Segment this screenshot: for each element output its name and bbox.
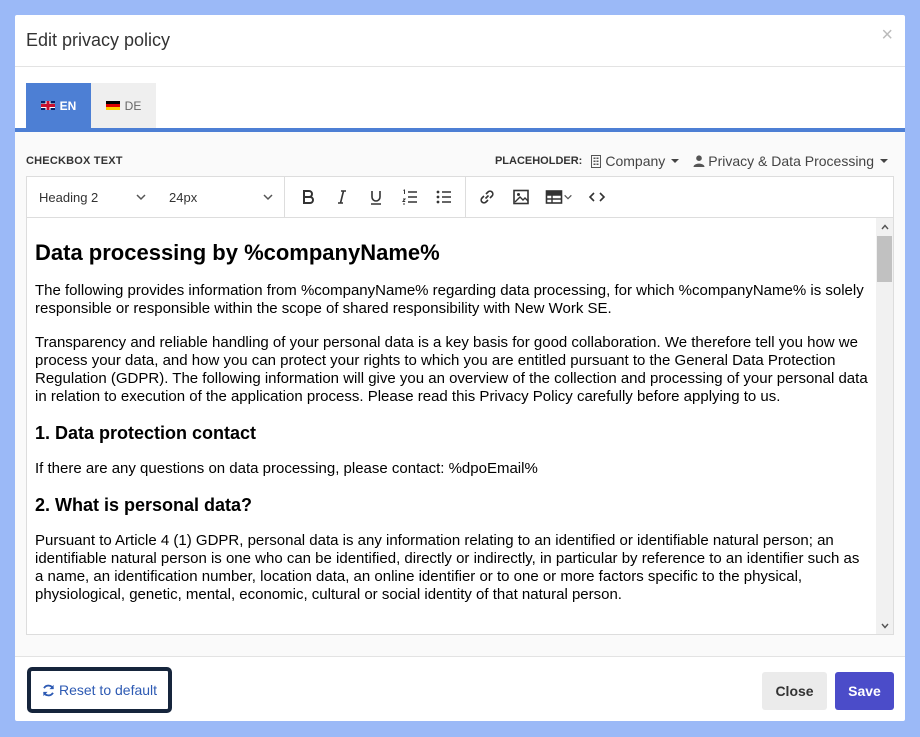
ordered-list-icon [401,188,419,206]
toolbar-divider [465,177,466,217]
refresh-icon [42,684,55,697]
user-icon [693,155,705,167]
bullet-list-button[interactable] [427,177,461,217]
image-icon [512,188,530,206]
reset-label: Reset to default [58,682,158,698]
tab-de-label: DE [124,98,142,113]
code-button[interactable] [580,177,614,217]
tab-en[interactable] [26,83,91,128]
heading-select[interactable] [27,177,157,217]
caret-down-icon [671,159,679,163]
label-row [26,152,888,170]
scrollbar-thumb[interactable] [877,236,892,282]
underline-icon [367,188,385,206]
tab-en-label: EN [59,98,77,113]
edit-privacy-modal [15,15,905,721]
editor-toolbar [27,177,893,218]
link-icon [478,188,496,206]
modal-title: Edit privacy policy [26,30,171,50]
company-placeholder-label: Company [605,153,666,169]
privacy-placeholder-label: Privacy & Data Processing [708,153,874,169]
placeholder-label: PLACEHOLDER: [494,155,583,167]
doc-paragraph: Pursuant to Article 4 (1) GDPR, personal data is any information relating to an identified or identifiable natural person; an identifiable natural person is one who can be identified, directly or indirectly, in particular by reference to an identifier such as a name, an identification number, location data, an online identifier or to one or more factors specific to the physical, physiological, genetic, mental, economic, cultural or social identity of that natural person. [35,532,860,603]
building-icon [590,155,602,168]
bold-icon [299,188,317,206]
link-button[interactable] [470,177,504,217]
close-button[interactable]: Close [762,672,827,710]
chevron-down-icon [262,191,274,203]
italic-button[interactable] [325,177,359,217]
save-button[interactable]: Save [835,672,894,710]
company-placeholder-dropdown[interactable] [590,153,679,169]
de-flag-icon [106,101,120,110]
chevron-down-icon [135,191,147,203]
table-icon [545,188,563,206]
table-button[interactable] [538,177,580,217]
editor-content[interactable] [27,218,877,634]
font-size-select-value: 24px [169,189,198,205]
privacy-placeholder-dropdown[interactable] [693,153,888,169]
language-tabs [26,83,156,128]
close-icon[interactable]: × [881,24,893,46]
reset-to-default-button[interactable] [27,667,172,713]
bold-button[interactable] [291,177,325,217]
tab-de[interactable] [91,83,156,128]
doc-paragraph: The following provides information from %companyName% regarding data processing, for which %companyName% is solely responsible or responsible within the scope of shared responsibility with New Work SE. [35,282,864,317]
scroll-down-icon[interactable] [876,617,893,634]
font-size-select[interactable] [157,177,285,217]
uk-flag-icon [41,101,55,110]
underline-button[interactable] [359,177,393,217]
modal-header [15,15,905,67]
heading-select-value: Heading 2 [39,189,99,205]
checkbox-text-label: CHECKBOX TEXT [26,155,123,167]
doc-heading-section: 1. Data protection contact [35,423,257,443]
doc-paragraph: Transparency and reliable handling of your personal data is a key basis for good collaboration. We therefore tell you how we process your data, and how you can protect your rights to which you are entitled pursuant to the General Data Protection Regulation (GDPR). The following information will give you an overview of the collection and processing of your personal data in relation to execution of the application process. Please read this Privacy Policy carefully before applying to us. [35,334,868,405]
italic-icon [333,188,351,206]
ordered-list-button[interactable] [393,177,427,217]
placeholder-group [495,153,888,169]
caret-down-icon [880,159,888,163]
editor-scrollbar[interactable] [876,218,893,634]
rich-text-editor [26,176,894,635]
doc-heading-main: Data processing by %companyName% [35,240,440,265]
doc-heading-section: 2. What is personal data? [35,495,253,515]
doc-paragraph: If there are any questions on data processing, please contact: %dpoEmail% [35,460,538,477]
bullet-list-icon [435,188,453,206]
image-button[interactable] [504,177,538,217]
code-icon [588,188,606,206]
scroll-up-icon[interactable] [876,218,893,235]
chevron-down-icon [563,192,573,202]
content-area [15,132,905,657]
